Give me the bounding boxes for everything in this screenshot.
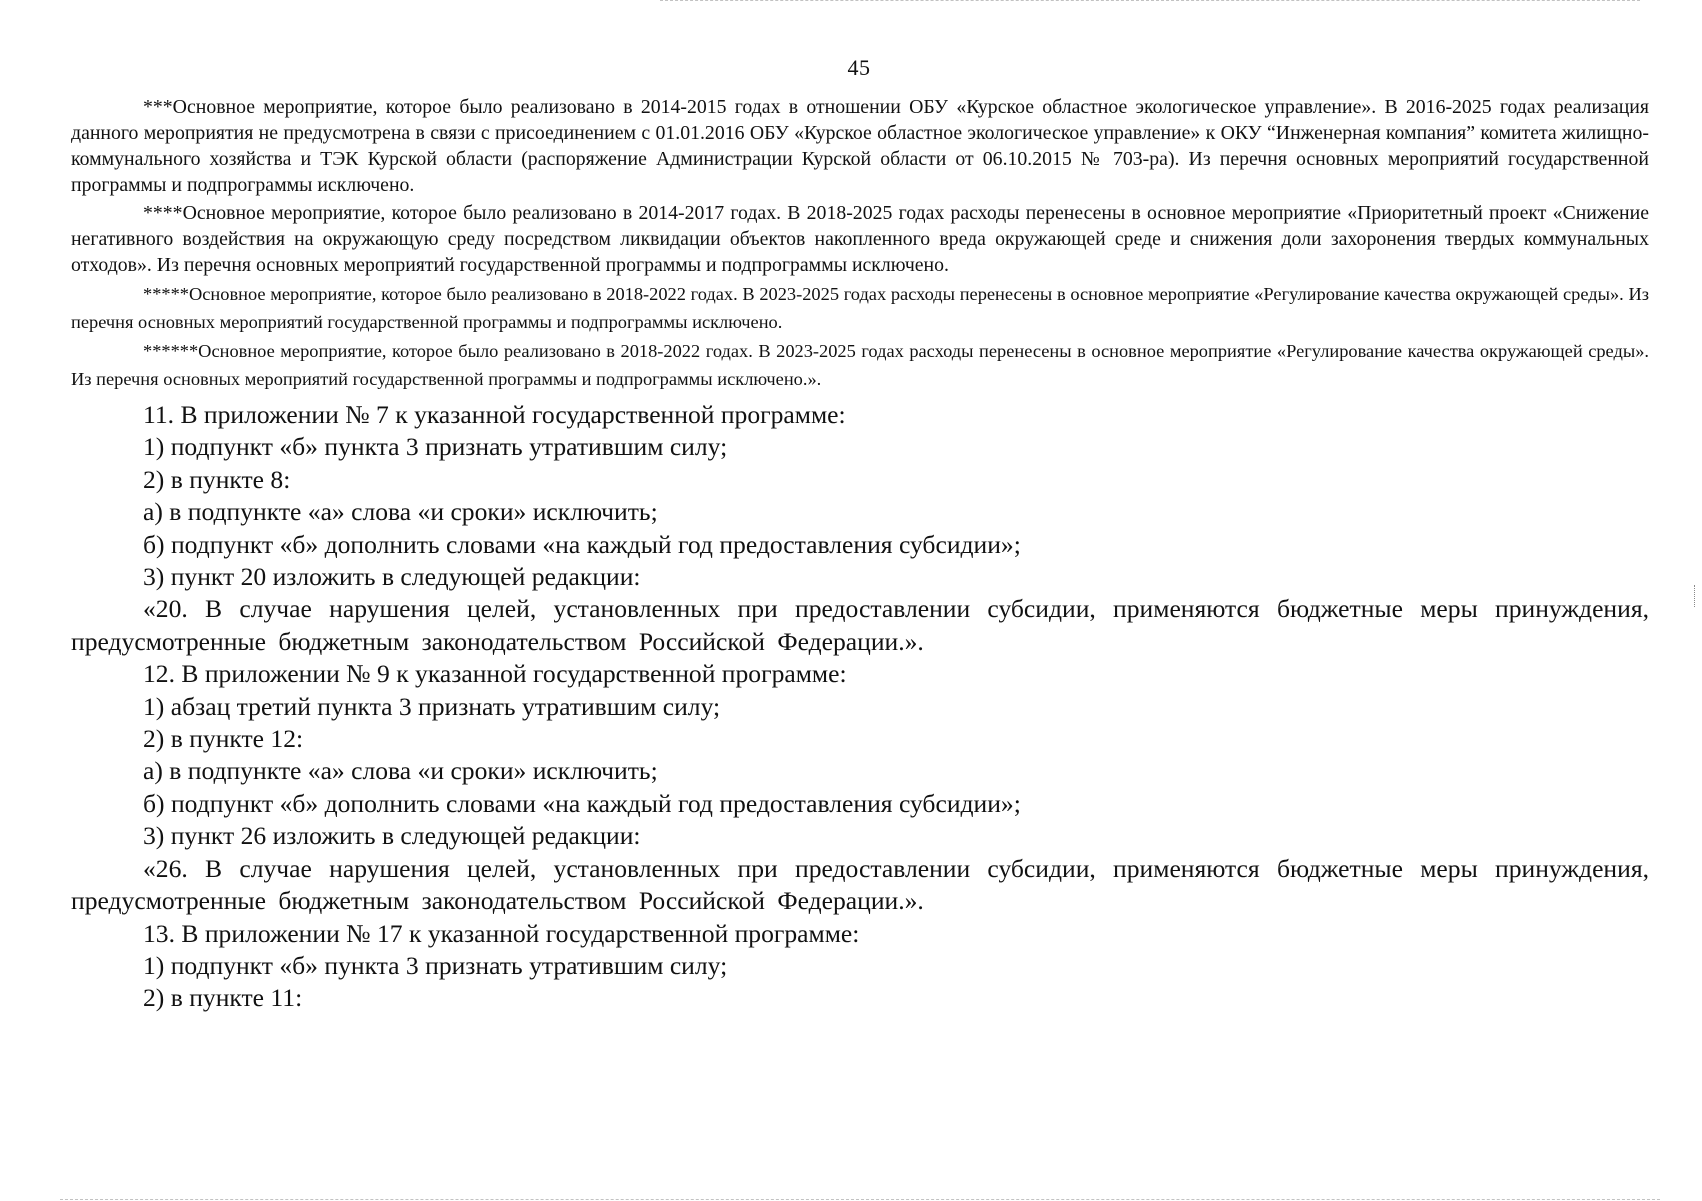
paragraph: 1) абзац третий пункта 3 признать утратившим силу; [143, 691, 721, 721]
footnote-3-star: ***Основное мероприятие, которое было реализовано в 2014-2015 годах в отношении ОБУ «Курское областное экологическое управление». В 2016-2025 годах реализация данного мероприятия не предусмотрена в связи с присоединением с 01.01.2016 ОБУ «Курское областное экологическое управление» к ОКУ “Инженерная компания” комитета жилищно-коммунального хозяйства и ТЭК Курской области (распоряжение Администрации Курской области от 06.10.2015 № 703-ра). Из перечня основных мероприятий государственной программы и подпрограммы исключено. [71, 96, 1649, 196]
scan-edge-top [660, 0, 1640, 2]
footnote-4-star: ****Основное мероприятие, которое было реализовано в 2014-2017 годах. В 2018-2025 годах расходы перенесены в основное мероприятие «Приоритетный проект «Снижение негативного воздействия на окружающую среду посредством ликвидации объектов накопленного вреда окружающей среде и снижения доли захоронения твердых коммунальных отходов». Из перечня основных мероприятий государственной программы и подпрограммы исключено. [71, 202, 1649, 276]
document-page [71, 94, 1649, 1015]
paragraph: б) подпункт «б» дополнить словами «на каждый год предоставления субсидии»; [143, 788, 1021, 818]
footnote-6-star: ******Основное мероприятие, которое было реализовано в 2018-2022 годах. В 2023-2025 годах расходы перенесены в основное мероприятие «Регулирование качества окружающей среды». Из перечня основных мероприятий государственной программы и подпрограммы исключено.». [71, 341, 1649, 389]
paragraph: 3) пункт 20 изложить в следующей редакции: [143, 562, 641, 592]
footnote-5-star: *****Основное мероприятие, которое было реализовано в 2018-2022 годах. В 2023-2025 годах расходы перенесены в основное мероприятие «Регулирование качества окружающей среды». Из перечня основных мероприятий государственной программы и подпрограммы исключено. [71, 284, 1649, 332]
paragraph: 1) подпункт «б» пункта 3 признать утратившим силу; [143, 432, 728, 462]
paragraph-item-11: 11. В приложении № 7 к указанной государственной программе: [143, 400, 846, 429]
paragraph-item-12: 12. В приложении № 9 к указанной государственной программе: [143, 659, 847, 689]
paragraph: б) подпункт «б» дополнить словами «на каждый год предоставления субсидии»; [143, 529, 1021, 559]
paragraph: 2) в пункте 12: [143, 724, 304, 754]
footnotes [71, 94, 1649, 393]
paragraph: а) в подпункте «а» слова «и сроки» исключить; [143, 497, 658, 527]
paragraph-item-13: 13. В приложении № 17 к указанной государственной программе: [143, 918, 860, 948]
paragraph: 3) пункт 26 изложить в следующей редакции: [143, 821, 641, 851]
scan-mark [1694, 585, 1697, 607]
paragraph: 2) в пункте 11: [143, 983, 303, 1013]
main-text [71, 399, 1649, 1015]
paragraph: 2) в пункте 8: [143, 464, 291, 494]
paragraph: 1) подпункт «б» пункта 3 признать утратившим силу; [143, 950, 728, 980]
quoted-clause-26: «26. В случае нарушения целей, установленных при предоставлении субсидии, применяются бюджетные меры принуждения, предусмотренные бюджетным законодательством Российской Федерации.». [71, 853, 1649, 916]
paragraph: а) в подпункте «а» слова «и сроки» исключить; [143, 756, 658, 786]
page-number: 45 [847, 55, 871, 80]
quoted-clause-20: «20. В случае нарушения целей, установленных при предоставлении субсидии, применяются бюджетные меры принуждения, предусмотренные бюджетным законодательством Российской Федерации.». [71, 594, 1649, 656]
